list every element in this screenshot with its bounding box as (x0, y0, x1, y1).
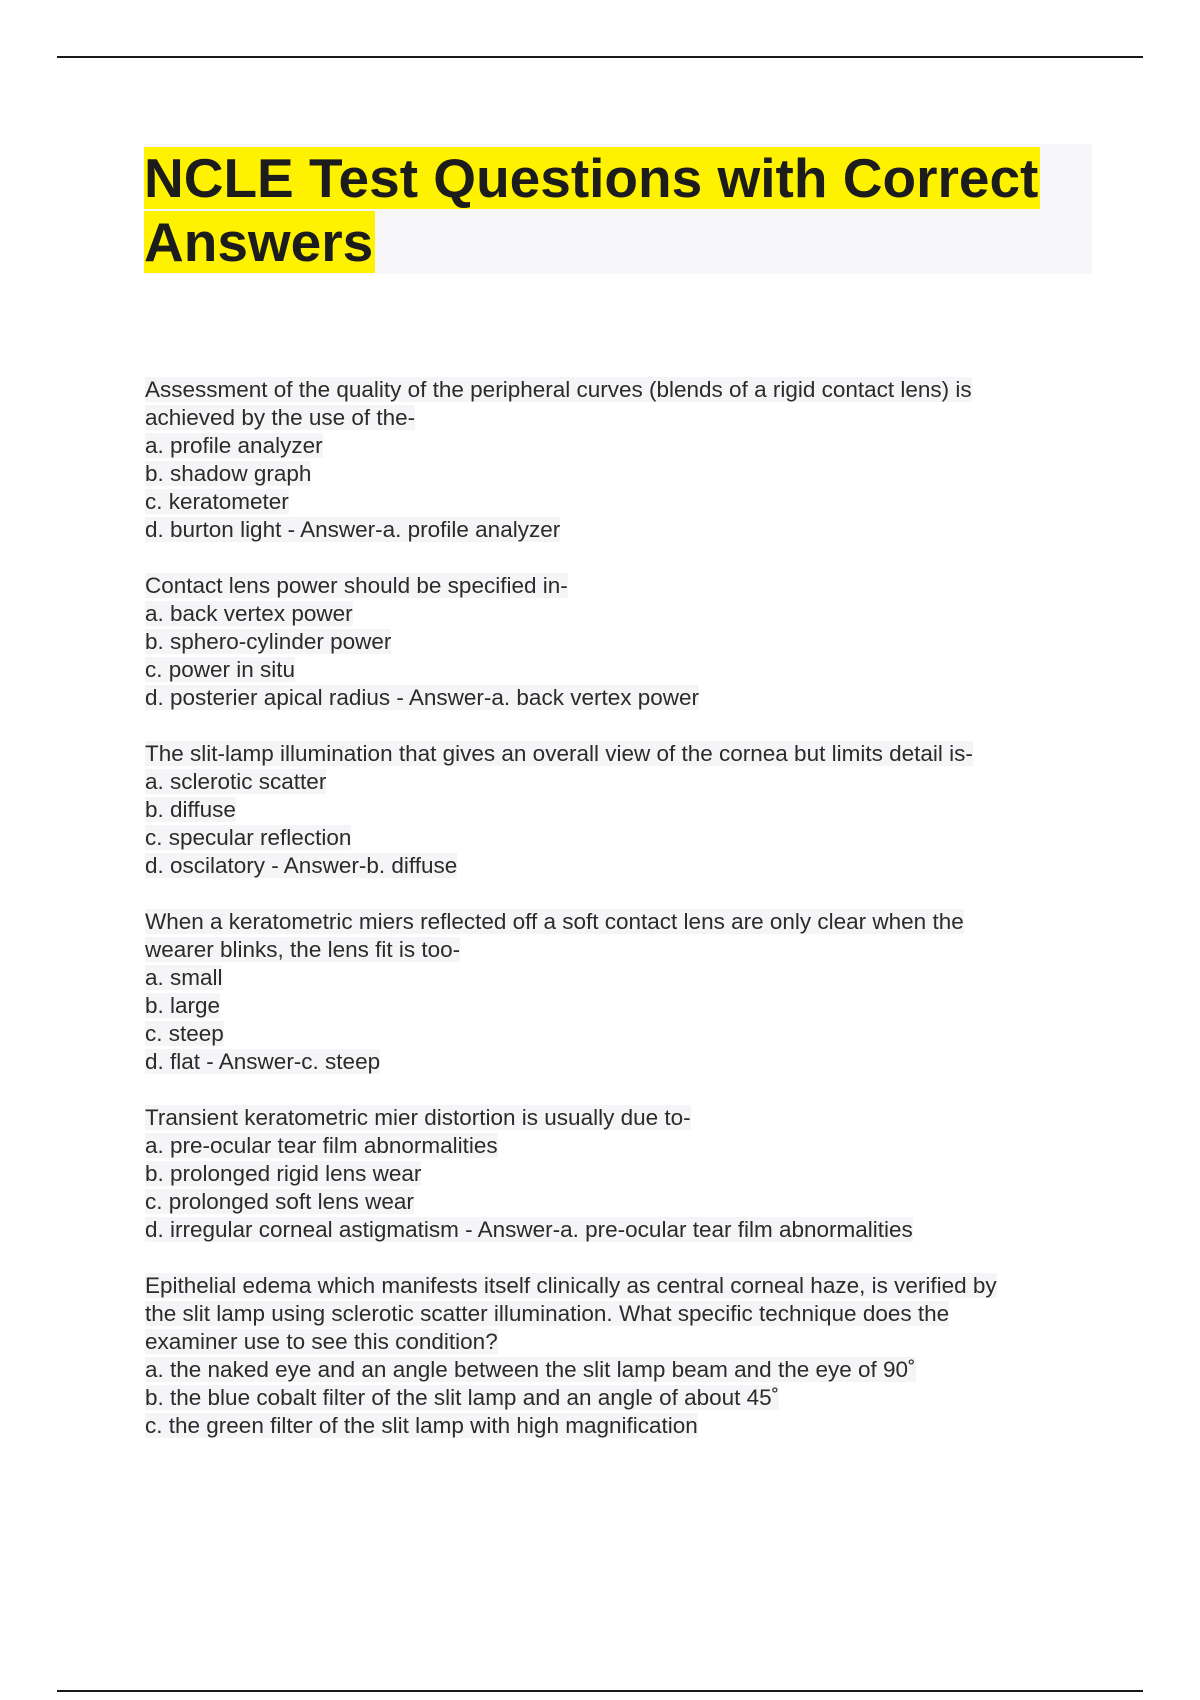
line-text: b. shadow graph (145, 461, 312, 486)
line-text: c. keratometer (145, 489, 289, 514)
question-line (145, 516, 1085, 544)
question-text (145, 376, 1085, 404)
line-text: c. the green filter of the slit lamp with high magnification (145, 1413, 698, 1438)
question-text (145, 1104, 1085, 1132)
question-line (145, 1300, 1085, 1328)
question-line (145, 432, 1085, 460)
page-title (144, 144, 1092, 274)
question-line (145, 1132, 1085, 1160)
question-line (145, 1048, 1085, 1076)
question-block (145, 740, 1085, 880)
line-text: d. posterier apical radius - Answer-a. back vertex power (145, 685, 699, 710)
question-line (145, 488, 1085, 516)
question-block (145, 376, 1085, 544)
line-text: Contact lens power should be specified in- (145, 573, 568, 598)
question-line (145, 1384, 1085, 1412)
line-text: a. small (145, 965, 223, 990)
question-line (145, 964, 1085, 992)
question-line (145, 1020, 1085, 1048)
line-text: a. the naked eye and an angle between the slit lamp beam and the eye of 90˚ (145, 1357, 916, 1382)
line-text: When a keratometric miers reflected off a soft contact lens are only clear when the (145, 909, 964, 934)
line-text: b. diffuse (145, 797, 236, 822)
line-text: d. irregular corneal astigmatism - Answer-a. pre-ocular tear film abnormalities (145, 1217, 913, 1242)
line-text: wearer blinks, the lens fit is too- (145, 937, 461, 962)
question-line (145, 1328, 1085, 1356)
question-line (145, 404, 1085, 432)
line-text: c. steep (145, 1021, 224, 1046)
line-text: c. prolonged soft lens wear (145, 1189, 414, 1214)
question-text (145, 908, 1085, 936)
line-text: Epithelial edema which manifests itself clinically as central corneal haze, is verified by (145, 1273, 997, 1298)
line-text: b. sphero-cylinder power (145, 629, 392, 654)
line-text: achieved by the use of the- (145, 405, 416, 430)
question-text (145, 572, 1085, 600)
line-text: d. flat - Answer-c. steep (145, 1049, 381, 1074)
question-line (145, 768, 1085, 796)
line-text: a. sclerotic scatter (145, 769, 327, 794)
line-text: examiner use to see this condition? (145, 1329, 498, 1354)
top-rule (57, 56, 1143, 58)
question-line (145, 460, 1085, 488)
question-line (145, 796, 1085, 824)
line-text: Transient keratometric mier distortion is usually due to- (145, 1105, 691, 1130)
line-text: The slit-lamp illumination that gives an overall view of the cornea but limits detail is- (145, 741, 973, 766)
question-block (145, 1272, 1085, 1440)
question-block (145, 1104, 1085, 1244)
title-line-2: Answers (144, 211, 374, 273)
questions-list (145, 376, 1085, 1468)
line-text: a. pre-ocular tear film abnormalities (145, 1133, 498, 1158)
line-text: d. oscilatory - Answer-b. diffuse (145, 853, 458, 878)
question-block (145, 908, 1085, 1076)
question-line (145, 628, 1085, 656)
line-text: b. prolonged rigid lens wear (145, 1161, 422, 1186)
line-text: c. power in situ (145, 657, 296, 682)
title-line-1: NCLE Test Questions with Correct (144, 147, 1039, 209)
line-text: b. large (145, 993, 221, 1018)
question-line (145, 1160, 1085, 1188)
line-text: d. burton light - Answer-a. profile analyzer (145, 517, 561, 542)
question-line (145, 852, 1085, 880)
line-text: Assessment of the quality of the peripheral curves (blends of a rigid contact lens) is (145, 377, 972, 402)
question-line (145, 600, 1085, 628)
line-text: a. back vertex power (145, 601, 353, 626)
question-line (145, 1216, 1085, 1244)
question-line (145, 656, 1085, 684)
title-block (144, 144, 1092, 274)
line-text: c. specular reflection (145, 825, 352, 850)
question-line (145, 1188, 1085, 1216)
question-line (145, 824, 1085, 852)
question-line (145, 1412, 1085, 1440)
question-text (145, 1272, 1085, 1300)
line-text: a. profile analyzer (145, 433, 323, 458)
question-text (145, 740, 1085, 768)
bottom-rule (57, 1690, 1143, 1692)
question-block (145, 572, 1085, 712)
question-line (145, 1356, 1085, 1384)
question-line (145, 992, 1085, 1020)
line-text: the slit lamp using sclerotic scatter illumination. What specific technique does the (145, 1301, 950, 1326)
question-line (145, 684, 1085, 712)
line-text: b. the blue cobalt filter of the slit lamp and an angle of about 45˚ (145, 1385, 780, 1410)
question-line (145, 936, 1085, 964)
